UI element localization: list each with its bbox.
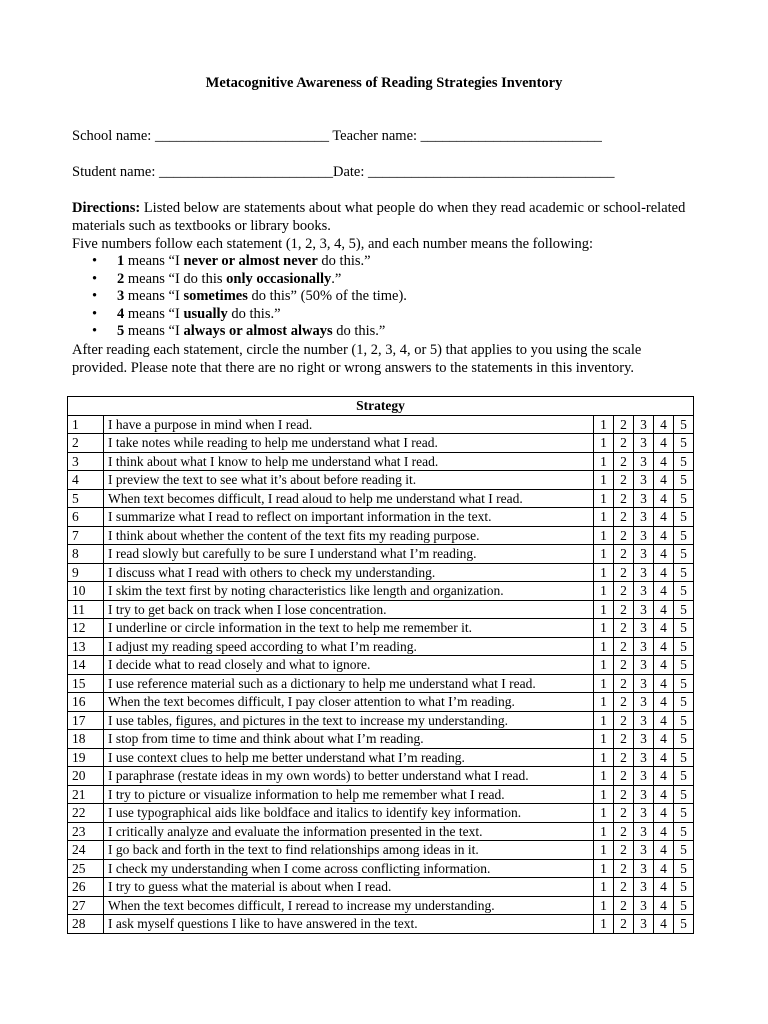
scale-option[interactable]: 4 xyxy=(654,637,674,656)
strategy-statement: I ask myself questions I like to have answered in the text. xyxy=(104,915,594,934)
scale-option[interactable]: 4 xyxy=(654,693,674,712)
scale-text: means “I xyxy=(124,253,184,269)
strategy-number: 5 xyxy=(68,489,104,508)
scale-option[interactable]: 5 xyxy=(674,526,694,545)
table-row xyxy=(68,656,694,675)
strategy-number: 18 xyxy=(68,730,104,749)
scale-option[interactable]: 4 xyxy=(654,859,674,878)
strategy-number: 16 xyxy=(68,693,104,712)
scale-option[interactable]: 3 xyxy=(634,637,654,656)
strategy-statement: I check my understanding when I come across conflicting information. xyxy=(104,859,594,878)
scale-option[interactable]: 5 xyxy=(674,582,694,601)
table-row xyxy=(68,600,694,619)
strategy-statement: I underline or circle information in the text to help me remember it. xyxy=(104,619,594,638)
strategy-statement: When text becomes difficult, I read aloud to help me understand what I read. xyxy=(104,489,594,508)
table-row xyxy=(68,415,694,434)
scale-option[interactable]: 3 xyxy=(634,804,654,823)
strategy-number: 12 xyxy=(68,619,104,638)
scale-option[interactable]: 3 xyxy=(634,693,654,712)
scale-legend-item xyxy=(117,323,692,341)
scale-option[interactable]: 3 xyxy=(634,508,654,527)
scale-option[interactable]: 3 xyxy=(634,711,654,730)
table-row xyxy=(68,582,694,601)
strategy-number: 22 xyxy=(68,804,104,823)
scale-text: means “I xyxy=(124,288,184,305)
scale-text: means “I xyxy=(124,305,184,322)
scale-option[interactable]: 5 xyxy=(674,730,694,749)
scale-option[interactable]: 3 xyxy=(634,545,654,564)
scale-text: .” xyxy=(331,270,342,287)
table-row xyxy=(68,896,694,915)
strategy-statement: I read slowly but carefully to be sure I understand what I’m reading. xyxy=(104,545,594,564)
scale-option[interactable]: 5 xyxy=(674,489,694,508)
scale-option[interactable]: 1 xyxy=(594,693,614,712)
scale-option[interactable]: 5 xyxy=(674,785,694,804)
strategy-number: 15 xyxy=(68,674,104,693)
scale-emphasis: usually xyxy=(183,305,228,322)
scale-option[interactable]: 4 xyxy=(654,748,674,767)
scale-option[interactable]: 5 xyxy=(674,878,694,897)
directions-block xyxy=(72,199,692,377)
table-row xyxy=(68,915,694,934)
scale-option[interactable]: 1 xyxy=(594,434,614,453)
scale-option[interactable]: 5 xyxy=(674,767,694,786)
scale-option[interactable]: 4 xyxy=(654,878,674,897)
student-date-line: Student name: ________________________Date: __________________________________ xyxy=(72,164,615,180)
scale-option[interactable]: 3 xyxy=(634,656,654,675)
scale-option[interactable]: 2 xyxy=(614,674,634,693)
directions-text: Listed below are statements about what people do when they read academic or school-related materials such as textbooks or library books. xyxy=(72,200,686,234)
scale-option[interactable]: 1 xyxy=(594,915,614,934)
scale-option[interactable]: 5 xyxy=(674,471,694,490)
scale-option[interactable]: 1 xyxy=(594,748,614,767)
scale-option[interactable]: 1 xyxy=(594,619,614,638)
scale-option[interactable]: 1 xyxy=(594,415,614,434)
table-row xyxy=(68,878,694,897)
scale-option[interactable]: 3 xyxy=(634,434,654,453)
scale-option[interactable]: 2 xyxy=(614,785,634,804)
table-row xyxy=(68,526,694,545)
strategy-statement: I think about what I know to help me understand what I read. xyxy=(104,452,594,471)
school-teacher-line: School name: ________________________ Teacher name: _________________________ xyxy=(72,128,602,144)
scale-option[interactable]: 5 xyxy=(674,859,694,878)
scale-number: 5 xyxy=(117,323,125,340)
scale-option[interactable]: 4 xyxy=(654,785,674,804)
scale-option[interactable]: 4 xyxy=(654,674,674,693)
scale-option[interactable]: 3 xyxy=(634,822,654,841)
scale-option[interactable]: 5 xyxy=(674,434,694,453)
strategy-number: 14 xyxy=(68,656,104,675)
scale-option[interactable]: 2 xyxy=(614,563,634,582)
scale-number: 2 xyxy=(117,270,125,287)
strategy-statement: I try to get back on track when I lose concentration. xyxy=(104,600,594,619)
strategy-number: 19 xyxy=(68,748,104,767)
strategy-number: 1 xyxy=(68,415,104,434)
scale-option[interactable]: 1 xyxy=(594,711,614,730)
scale-option[interactable]: 4 xyxy=(654,452,674,471)
scale-option[interactable]: 2 xyxy=(614,767,634,786)
scale-option[interactable]: 5 xyxy=(674,915,694,934)
strategy-number: 9 xyxy=(68,563,104,582)
scale-option[interactable]: 1 xyxy=(594,896,614,915)
scale-option[interactable]: 3 xyxy=(634,415,654,434)
scale-option[interactable]: 5 xyxy=(674,748,694,767)
scale-legend-item xyxy=(117,288,692,306)
scale-option[interactable]: 3 xyxy=(634,452,654,471)
scale-option[interactable]: 4 xyxy=(654,767,674,786)
scale-number: 4 xyxy=(117,305,125,322)
strategy-number: 23 xyxy=(68,822,104,841)
scale-option[interactable]: 3 xyxy=(634,600,654,619)
scale-option[interactable]: 4 xyxy=(654,619,674,638)
scale-option[interactable]: 3 xyxy=(634,563,654,582)
scale-text: means “I xyxy=(124,323,184,340)
scale-text: means “I do this xyxy=(124,270,227,287)
strategy-statement: I have a purpose in mind when I read. xyxy=(104,415,594,434)
strategy-number: 28 xyxy=(68,915,104,934)
scale-option[interactable]: 1 xyxy=(594,804,614,823)
scale-option[interactable]: 2 xyxy=(614,711,634,730)
scale-option[interactable]: 4 xyxy=(654,822,674,841)
table-row xyxy=(68,804,694,823)
scale-option[interactable]: 1 xyxy=(594,674,614,693)
directions-paragraph xyxy=(72,199,692,235)
table-row xyxy=(68,748,694,767)
scale-option[interactable]: 1 xyxy=(594,637,614,656)
strategy-statement: I try to guess what the material is about when I read. xyxy=(104,878,594,897)
strategy-statement: When the text becomes difficult, I pay closer attention to what I’m reading. xyxy=(104,693,594,712)
scale-option[interactable]: 1 xyxy=(594,841,614,860)
scale-text: do this.” xyxy=(317,253,371,269)
scale-option[interactable]: 1 xyxy=(594,508,614,527)
scale-option[interactable]: 1 xyxy=(594,656,614,675)
scale-option[interactable]: 5 xyxy=(674,896,694,915)
scale-option[interactable]: 5 xyxy=(674,804,694,823)
strategy-number: 8 xyxy=(68,545,104,564)
table-row xyxy=(68,489,694,508)
scale-option[interactable]: 5 xyxy=(674,508,694,527)
scale-option[interactable]: 4 xyxy=(654,415,674,434)
strategy-table xyxy=(67,396,694,934)
scale-option[interactable]: 5 xyxy=(674,711,694,730)
scale-option[interactable]: 4 xyxy=(654,508,674,527)
table-row xyxy=(68,434,694,453)
scale-option[interactable]: 2 xyxy=(614,748,634,767)
scale-option[interactable]: 1 xyxy=(594,822,614,841)
scale-option[interactable]: 4 xyxy=(654,896,674,915)
table-row xyxy=(68,711,694,730)
table-header-row xyxy=(68,397,694,416)
strategy-number: 2 xyxy=(68,434,104,453)
scale-option[interactable]: 3 xyxy=(634,841,654,860)
scale-option[interactable]: 4 xyxy=(654,526,674,545)
scale-option[interactable]: 5 xyxy=(674,619,694,638)
strategy-number: 10 xyxy=(68,582,104,601)
scale-option[interactable]: 5 xyxy=(674,637,694,656)
strategy-statement: I use context clues to help me better understand what I’m reading. xyxy=(104,748,594,767)
scale-option[interactable]: 4 xyxy=(654,841,674,860)
scale-option[interactable]: 2 xyxy=(614,471,634,490)
strategy-number: 25 xyxy=(68,859,104,878)
scale-option[interactable]: 3 xyxy=(634,767,654,786)
scale-option[interactable]: 2 xyxy=(614,600,634,619)
scale-option[interactable]: 4 xyxy=(654,489,674,508)
scale-option[interactable]: 1 xyxy=(594,878,614,897)
scale-option[interactable]: 3 xyxy=(634,859,654,878)
table-row xyxy=(68,822,694,841)
scale-option[interactable]: 1 xyxy=(594,785,614,804)
table-row xyxy=(68,693,694,712)
scale-option[interactable]: 4 xyxy=(654,915,674,934)
scale-option[interactable]: 2 xyxy=(614,545,634,564)
directions-label: Directions: xyxy=(72,200,141,216)
scale-option[interactable]: 2 xyxy=(614,804,634,823)
strategy-statement: I adjust my reading speed according to what I’m reading. xyxy=(104,637,594,656)
scale-option[interactable]: 2 xyxy=(614,693,634,712)
scale-option[interactable]: 5 xyxy=(674,841,694,860)
strategy-statement: I critically analyze and evaluate the information presented in the text. xyxy=(104,822,594,841)
scale-option[interactable]: 5 xyxy=(674,822,694,841)
scale-option[interactable]: 1 xyxy=(594,489,614,508)
scale-option[interactable]: 1 xyxy=(594,859,614,878)
scale-option[interactable]: 5 xyxy=(674,693,694,712)
table-row xyxy=(68,841,694,860)
table-row xyxy=(68,767,694,786)
table-row xyxy=(68,545,694,564)
scale-text: do this” (50% of the time). xyxy=(247,288,407,305)
scale-option[interactable]: 2 xyxy=(614,859,634,878)
scale-option[interactable]: 1 xyxy=(594,582,614,601)
scale-option[interactable]: 2 xyxy=(614,730,634,749)
scale-option[interactable]: 2 xyxy=(614,582,634,601)
scale-option[interactable]: 4 xyxy=(654,434,674,453)
scale-option[interactable]: 3 xyxy=(634,471,654,490)
scale-option[interactable]: 2 xyxy=(614,915,634,934)
scale-option[interactable]: 3 xyxy=(634,730,654,749)
scale-option[interactable]: 3 xyxy=(634,896,654,915)
scale-option[interactable]: 4 xyxy=(654,730,674,749)
table-row xyxy=(68,859,694,878)
scale-option[interactable]: 5 xyxy=(674,452,694,471)
scale-option[interactable]: 4 xyxy=(654,582,674,601)
strategy-number: 17 xyxy=(68,711,104,730)
strategy-statement: I decide what to read closely and what to ignore. xyxy=(104,656,594,675)
scale-legend-item xyxy=(117,271,692,289)
table-row xyxy=(68,637,694,656)
scale-text: do this.” xyxy=(227,305,281,322)
scale-emphasis: never or almost never xyxy=(183,253,318,269)
scale-option[interactable]: 1 xyxy=(594,452,614,471)
scale-option[interactable]: 1 xyxy=(594,563,614,582)
strategy-number: 11 xyxy=(68,600,104,619)
scale-option[interactable]: 2 xyxy=(614,508,634,527)
scale-option[interactable]: 1 xyxy=(594,526,614,545)
scale-option[interactable]: 4 xyxy=(654,471,674,490)
strategy-number: 13 xyxy=(68,637,104,656)
strategy-statement: I take notes while reading to help me understand what I read. xyxy=(104,434,594,453)
scale-number: 1 xyxy=(117,253,125,269)
scale-option[interactable]: 4 xyxy=(654,804,674,823)
scale-option[interactable]: 5 xyxy=(674,656,694,675)
scale-option[interactable]: 5 xyxy=(674,563,694,582)
strategy-number: 4 xyxy=(68,471,104,490)
scale-option[interactable]: 3 xyxy=(634,915,654,934)
table-row xyxy=(68,785,694,804)
strategy-number: 3 xyxy=(68,452,104,471)
table-row xyxy=(68,730,694,749)
strategy-number: 21 xyxy=(68,785,104,804)
scale-option[interactable]: 3 xyxy=(634,526,654,545)
scale-option[interactable]: 2 xyxy=(614,841,634,860)
scale-option[interactable]: 2 xyxy=(614,619,634,638)
scale-option[interactable]: 1 xyxy=(594,600,614,619)
scale-option[interactable]: 3 xyxy=(634,619,654,638)
strategy-statement: When the text becomes difficult, I reread to increase my understanding. xyxy=(104,896,594,915)
scale-legend-item xyxy=(117,253,692,271)
table-row xyxy=(68,619,694,638)
strategy-statement: I use reference material such as a dictionary to help me understand what I read. xyxy=(104,674,594,693)
scale-option[interactable]: 4 xyxy=(654,711,674,730)
scale-option[interactable]: 2 xyxy=(614,489,634,508)
strategy-number: 6 xyxy=(68,508,104,527)
scale-number: 3 xyxy=(117,288,125,305)
scale-option[interactable]: 2 xyxy=(614,896,634,915)
strategy-statement: I paraphrase (restate ideas in my own words) to better understand what I read. xyxy=(104,767,594,786)
scale-emphasis: only occasionally xyxy=(226,270,332,287)
strategy-statement: I skim the text first by noting characteristics like length and organization. xyxy=(104,582,594,601)
scale-option[interactable]: 2 xyxy=(614,878,634,897)
scale-option[interactable]: 1 xyxy=(594,730,614,749)
scale-option[interactable]: 4 xyxy=(654,600,674,619)
scale-intro: Five numbers follow each statement (1, 2, 3, 4, 5), and each number means the following: xyxy=(72,236,594,252)
table-row xyxy=(68,508,694,527)
strategy-statement: I summarize what I read to reflect on important information in the text. xyxy=(104,508,594,527)
scale-emphasis: always or almost always xyxy=(183,323,333,340)
scale-legend-item xyxy=(117,306,692,324)
strategy-statement: I go back and forth in the text to find relationships among ideas in it. xyxy=(104,841,594,860)
table-row xyxy=(68,452,694,471)
strategy-number: 27 xyxy=(68,896,104,915)
scale-option[interactable]: 2 xyxy=(614,526,634,545)
scale-option[interactable]: 4 xyxy=(654,563,674,582)
scale-option[interactable]: 3 xyxy=(634,785,654,804)
strategy-number: 7 xyxy=(68,526,104,545)
scale-option[interactable]: 5 xyxy=(674,415,694,434)
scale-option[interactable]: 2 xyxy=(614,434,634,453)
table-row xyxy=(68,674,694,693)
scale-option[interactable]: 5 xyxy=(674,674,694,693)
scale-option[interactable]: 2 xyxy=(614,822,634,841)
strategy-header: Strategy xyxy=(68,397,694,416)
directions-closing: After reading each statement, circle the number (1, 2, 3, 4, or 5) that applies to you using the scale provided. Please note that there are no right or wrong answers to the statements in this inventory. xyxy=(72,341,642,376)
page-title: Metacognitive Awareness of Reading Strategies Inventory xyxy=(205,75,563,91)
strategy-statement: I stop from time to time and think about what I’m reading. xyxy=(104,730,594,749)
scale-option[interactable]: 5 xyxy=(674,600,694,619)
scale-option[interactable]: 2 xyxy=(614,415,634,434)
scale-option[interactable]: 3 xyxy=(634,674,654,693)
scale-option[interactable]: 3 xyxy=(634,748,654,767)
strategy-statement: I use typographical aids like boldface and italics to identify key information. xyxy=(104,804,594,823)
scale-option[interactable]: 4 xyxy=(654,656,674,675)
scale-text: do this.” xyxy=(332,323,386,340)
scale-emphasis: sometimes xyxy=(183,288,248,305)
table-row xyxy=(68,471,694,490)
strategy-statement: I try to picture or visualize information to help me remember what I read. xyxy=(104,785,594,804)
strategy-statement: I preview the text to see what it’s about before reading it. xyxy=(104,471,594,490)
scale-option[interactable]: 2 xyxy=(614,656,634,675)
strategy-number: 26 xyxy=(68,878,104,897)
scale-option[interactable]: 3 xyxy=(634,489,654,508)
strategy-statement: I use tables, figures, and pictures in the text to increase my understanding. xyxy=(104,711,594,730)
scale-option[interactable]: 3 xyxy=(634,878,654,897)
strategy-statement: I discuss what I read with others to check my understanding. xyxy=(104,563,594,582)
scale-option[interactable]: 5 xyxy=(674,545,694,564)
strategy-number: 24 xyxy=(68,841,104,860)
scale-option[interactable]: 1 xyxy=(594,767,614,786)
scale-option[interactable]: 2 xyxy=(614,452,634,471)
scale-legend-list xyxy=(72,253,692,341)
scale-option[interactable]: 3 xyxy=(634,582,654,601)
strategy-number: 20 xyxy=(68,767,104,786)
scale-option[interactable]: 1 xyxy=(594,545,614,564)
scale-option[interactable]: 2 xyxy=(614,637,634,656)
strategy-statement: I think about whether the content of the text fits my reading purpose. xyxy=(104,526,594,545)
scale-option[interactable]: 4 xyxy=(654,545,674,564)
scale-option[interactable]: 1 xyxy=(594,471,614,490)
table-row xyxy=(68,563,694,582)
